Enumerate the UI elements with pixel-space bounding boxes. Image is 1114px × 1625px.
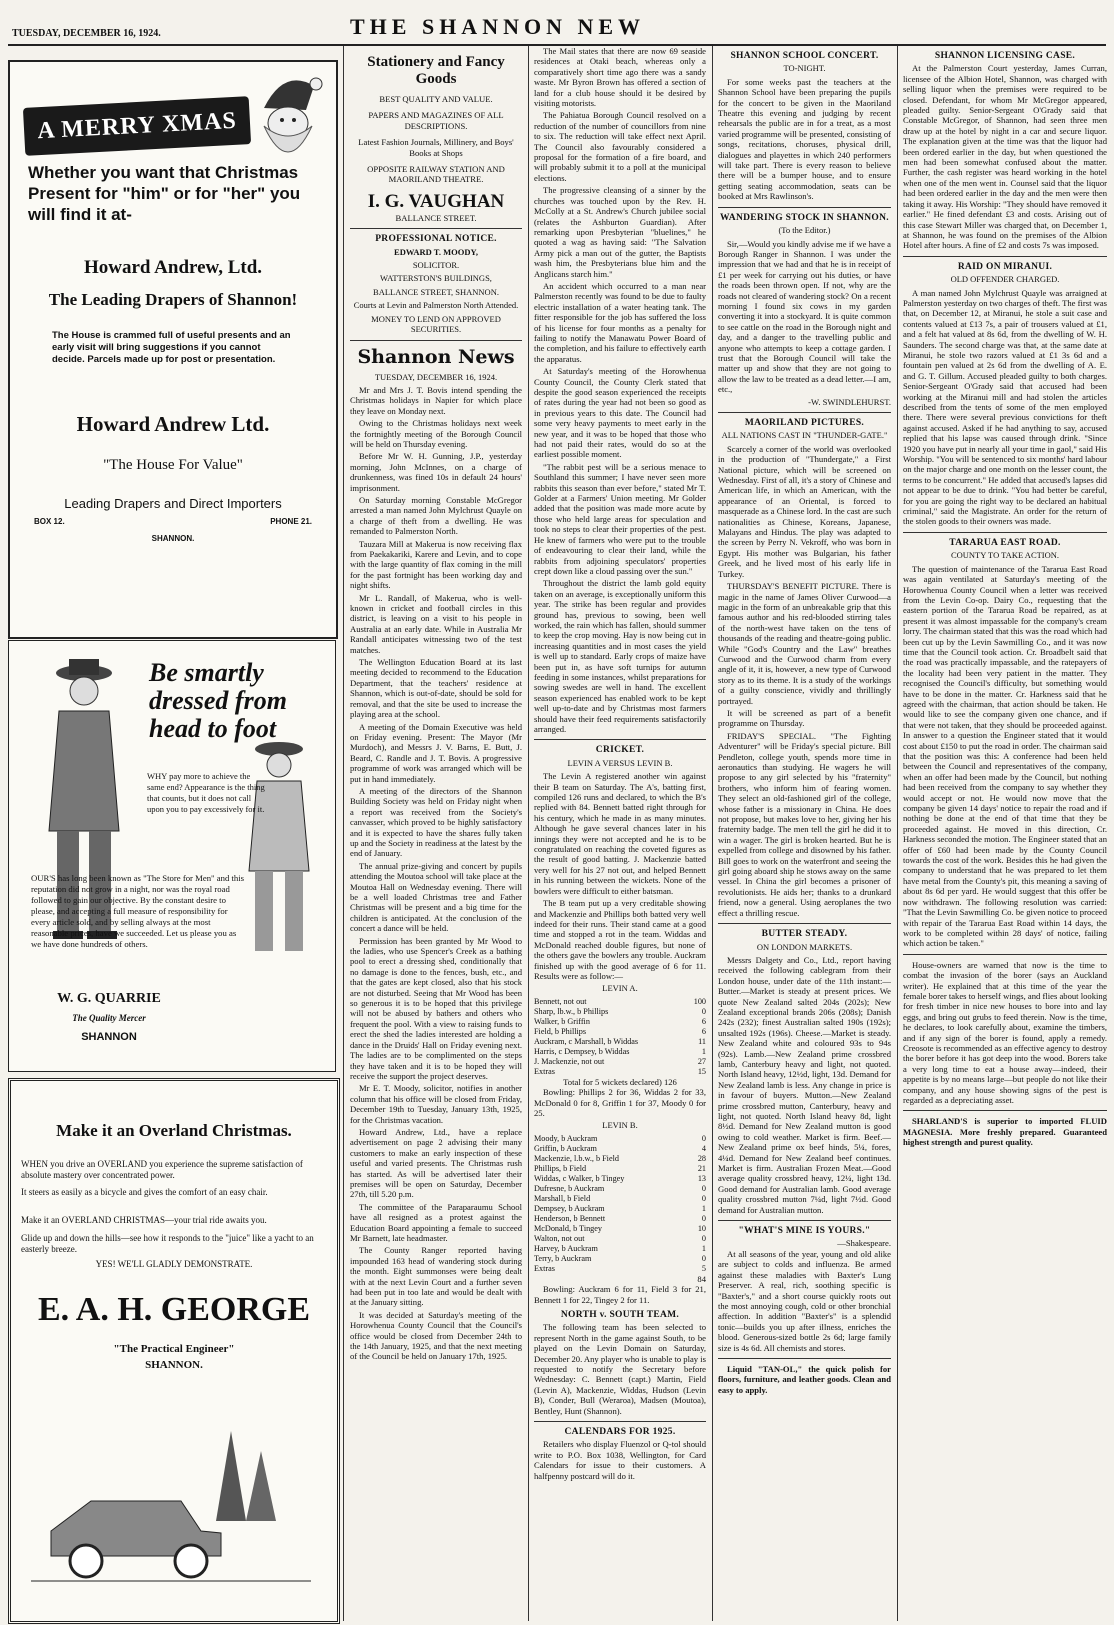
news-paragraph: Permission has been granted by Mr Wood to the ladies, who use Spencer's Creek as a bathing pool to erect a dressing shed, conditionally that no damage is done to the fences, bush, etc., and that the gates are kept closed, also that his stock are not disturbed. Seeing that Mr Wood has been so generous it is to be hoped that this privilege will not be abused by bathers and others who frequent the pool. With a view to raising funds to erect the shed the ladies interested are holding a dance in the Druids' Hall on Friday evening next. The ladies are to be complimented on the steps they have taken and it is to be hoped they will receive the support the project deserves.: [350, 935, 522, 1081]
raid-heading: RAID ON MIRANUI.: [957, 261, 1053, 272]
column-4: [718, 46, 891, 1623]
george-tag: "The Practical Engineer": [113, 1343, 235, 1355]
stationery-line: OPPOSITE RAILWAY STATION AND MAORILAND THEATRE.: [367, 164, 505, 185]
professional-notice: PROFESSIONAL NOTICE.: [375, 234, 497, 245]
news-paragraph: Mr E. T. Moody, solicitor, notifies in another column that his office will be closed from Friday, December 19th to Tuesday, January 13th, 1925, for the Christmas vacation.: [350, 1083, 522, 1125]
calendars-paragraph: Retailers who display Fluenzol or Q-tol should write to P.O. Box 1038, Wellington, for Card Calendars for issue to their customers. A halfpenny postcard will do it.: [534, 1439, 706, 1481]
score-row: Walker, b Griffin 6: [534, 1016, 706, 1026]
george-name: E. A. H. GEORGE: [37, 1291, 311, 1328]
quarrie-town: SHANNON: [81, 1031, 137, 1043]
smartly-headline: Be smartly dressed from head to foot: [149, 658, 287, 743]
news-paragraph: Mr L. Randall, of Makerua, who is well-known in cricket and football circles in this district, is leaving on a visit to his people in Australia at an early date. While in Australia Mr Randall anticipates witnessing two of the test matches.: [350, 592, 522, 655]
column-3: [534, 46, 706, 1623]
tararua-paragraph: The question of maintenance of the Tararua East Road was again ventilated at Saturday's meeting of the Horowhenua County Council when a letter was received from the Levin Co-op. Dairy Co., requesting that the eastern portion of the Tararua Road be repaired, as at present it was almost impassable for the company's cream lorry. The chairman stated that this was the road which had been cut up by the Levin Sawmilling Co., and it was now time that the Council took action. Cr. Broadbelt said that the road was practically impassable, and the ratepayers of the locality had been very patient in the matter. They recognised the Council's difficulty, but something would have to be done in the matter. Cr. Harkness said that he agreed with the chairman, that action should be taken. He would like to see the company given one chance, and if that were not taken, that they should be proceeded against. In answer to a question the Engineer stated that it would cost about £150 to put the road in order. The chairman said that the position was this: A conference had been held between the Council and representatives of the company, when an offer had been made by the Council, but nothing had been received from the company to say whether they would accept or not. He would now move that the company be given 14 days' notice to repair the road and if nothing be done at the end of that time that they be proceeded against. He moved in this direction, Cr. Harkness seconded the motion. The Engineer stated that an offer of £60 had been made by the County Council towards the cost of the work. Besides this he had given the company to understand that he was prepared to let them have metal from the County's pit, this meaning a saving of about 8s 6d per yard. He would suggest that this offer be now withdrawn. The following resolution was carried: "That the Levin Sawmilling Co. be given notice to proceed with repair of the Tararua East Road within 14 days, the work to be completed within 28 days' of notice, failing which action be taken.": [903, 563, 1107, 949]
news-paragraph: The annual prize-giving and concert by pupils attending the Moutoa school will take place at the Moutoa Hall on Wednesday evening. There will be a well loaded Christmas tree and Father Christmas will be present and a big time for the children is anticipated. At the conclusion of the concert a dance will be held.: [350, 860, 522, 934]
column-2: [350, 46, 522, 1623]
money-to-lend: MONEY TO LEND ON APPROVED SECURITIES.: [371, 313, 501, 335]
town-name: SHANNON.: [151, 534, 195, 543]
score-row: Mackenzie, l.b.w., b Field 28: [534, 1153, 706, 1163]
maoriland-heading: MAORILAND PICTURES.: [744, 418, 865, 428]
north-south-heading: NORTH v. SOUTH TEAM.: [560, 1310, 680, 1320]
news-paragraph: A meeting of the directors of the Shannon Building Society was held on Friday night when a report was received from the Society's canvasser, which proved to be highly satisfactory and it is expected to have the shares fully taken up and the Society in readiness at the latest by the end of January.: [350, 785, 522, 859]
news-paragraph: The County Ranger reported having impounded 163 head of wandering stock during the month. Eight summonses were being dealt with at the next Levin Court and a further seven had been put in too late and would be dealt with at the January sitting.: [350, 1245, 522, 1308]
quarrie-advert: [8, 640, 336, 1072]
xmas-lead: Whether you want that Christmas Present for "him" or for "her" you will find it at-: [28, 163, 301, 224]
firm-name-2: Howard Andrew Ltd.: [76, 412, 270, 436]
column-rule: [897, 46, 898, 1621]
news-paragraph: An accident which occurred to a man near Palmerston recently was found to be due to faulty electric installation of a water heating tank. The fitter responsible for the job has suffered the loss of his license for four months as a penalty for failing to notify the Manawatu Power Board of the completion, and his failure to effectively earth the apparatus.: [534, 280, 706, 364]
score-row: Widdas, c Walker, b Tingey 13: [534, 1173, 706, 1183]
mine-paragraph: At all seasons of the year, young and old alike are subject to colds and influenza. Be armed against these maladies with Baxter's Lung Preserver. A real, rich, soothing specific is "Baxter's," and a short course quickly roots out the most annoying cough, cold or other bronchial affection. In addition "Baxter's" is a splendid tonic—builds you up after illness, enriches the blood. Generous-sized bottle 2s 6d; large family size is 4s 6d. All chemists and stores.: [718, 1248, 891, 1353]
sharland-paragraph: SHARLAND'S is superior to imported FLUID MAGNESIA. More freshly prepared. Guaranteed highest strength and purest quality.: [903, 1116, 1107, 1148]
borer-paragraph: House-owners are warned that now is the time to combat the invasion of the borer (says an Auckland writer). He explained that at this time of the year the female borer takes to herself wings, and flies about looking for fresh timber in nice new houses to bore into and lay eggs, and bring out grubs to feed therein. Now is the time, he declares, to look carefully about, examine the timbers, and if any sign of the borer is found, apply a remedy. Creosote is recommended as an effective agency to destroy the borer before it has got deep into the wood. Borers take a very long time to eat a house away—indeed, their appetite is by no means large—but people do not like their company, and any house showing signs of the pest is regarded as a depreciating asset.: [903, 959, 1107, 1105]
butter-paragraph: Messrs Dalgety and Co., Ltd., report having received the following cablegram from their London house, under date of the 11th instant:— Butter.—Market is steady at present prices. We quote New Zealand salted 204s (202s); New Zealand exceptional brands 206s (208s); Danish 242s (232); finest Australian salted 190s (192s); unsalted 192s (196s). Cheese.—Market is steady. New Zealand white and coloured 93s to 94s (92s). Lamb.—New Zealand prime crossbred lamb, Canterbury heavy and light, not quoted. North Island heavy, 12½d, light, 13d. Demand for New Zealand lamb is less. Any change in price is in favour of buyers. Mutton.—New Zealand prime crossbred mutton, Canterbury, heavy and light, not quoted. North Island heavy 8d, light 8½d. Demand for New Zealand mutton is good owing to cold weather. Market is firm. Beef.—New Zealand prime ox beef hinds, 5¼, fores, 4¼d. Demand for New Zealand beef continues. Market is firm. Australian Frozen Meat.—Good average quality crossbred heavy, 12¼, light 13d. Good demand for Australian lamb. Good average quality crossbred mutton 7¼d, light 7½d. Good demand for Australian mutton.: [718, 954, 891, 1215]
score-row: Phillips, b Field 21: [534, 1163, 706, 1173]
score-row: Moody, b Auckram 0: [534, 1133, 706, 1143]
score-row: J. Mackenzie, not out 27: [534, 1056, 706, 1066]
firm-slogan: The Leading Drapers of Shannon!: [48, 290, 298, 309]
quarrie-name: W. G. QUARRIE: [57, 991, 161, 1006]
news-paragraph: Owing to the Christmas holidays next week the fortnightly meeting of the Borough Council will be held on Thursday evening.: [350, 418, 522, 449]
shannon-news-title: Shannon News: [357, 345, 515, 368]
vaughan-name: I. G. VAUGHAN: [367, 190, 505, 212]
overland-p5: YES! WE'LL GLADLY DEMONSTRATE.: [95, 1259, 253, 1269]
car-illustration: [31, 1411, 311, 1591]
howard-andrew-advert: [8, 60, 338, 639]
column-rule: [528, 46, 529, 1621]
page-header: [0, 0, 1114, 46]
concert-subheading: TO-NIGHT.: [783, 63, 826, 74]
score-row: Extras 5: [534, 1263, 706, 1273]
tanol-paragraph: Liquid "TAN-OL," the quick polish for floors, furniture, and leather goods. Clean and easy to apply.: [718, 1363, 891, 1395]
raid-paragraph: A man named John Mylchrust Quayle was arraigned at Palmerston yesterday on two charges of theft. The first was that, on December 12, at Miranui, he stole a suit case and contents valued at £13 7s, a pair of trousers valued at £1, and a felt hat valued at 8s 6d, from the dwelling of W. H. Saunders. The second charge was that, at the same date at Miranui, he stole two razors valued at £1 3s 6d and a fountain pen valued at 2s 6d from the dwelling of A. E. and G. T. Gillum. Accused pleaded guilty to both charges. Senior-Sergeant O'Grady said that accused had been working at the Miranui mill and had stolen the articles described from the tents of some of the men employed there. There were several previous convictions for theft against accused. Asked if he had anything to say, accused replied that his lapse was caused through drink. "Since 1920 you have put in nearly all your time in gaol," said His Worship. "You will be sentenced to six months' hard labour on the major charge and one month on the lesser count, the terms to be concurrent." He added that accused's lapses did not appear to be due to drink. "You had better be careful, for you are going the right way to be declared an habitual criminal," said the Magistrate. An order for the return of the stolen goods to their owners was made.: [903, 287, 1107, 527]
score-row: Field, b Phillips 6: [534, 1026, 706, 1036]
wandering-signature: -W. SWINDLEHURST.: [808, 396, 891, 407]
levin-b-scorecard: [534, 1134, 706, 1274]
vaughan-address: BALLANCE STREET.: [395, 212, 477, 223]
cricket-heading: CRICKET.: [595, 745, 645, 756]
news-paragraph: At Saturday's meeting of the Horowhenua County Council, the County Clerk stated that despite the good season experienced the receipts of rates during the year had not been so good as in previous years to this date. The Council had some very heavy payments to meet early in the new year, and it was to be hoped that those who had not paid their rates, would do so at the earliest possible moment.: [534, 366, 706, 460]
column-rule: [343, 46, 344, 1621]
maoriland-subheading: ALL NATIONS CAST IN "THUNDER-GATE.": [721, 430, 888, 441]
shannon-news-date: TUESDAY, DECEMBER 16, 1924.: [374, 371, 498, 382]
importers-line: Leading Drapers and Direct Importers: [64, 496, 282, 511]
wandering-subheading: (To the Editor.): [778, 225, 831, 236]
news-paragraph: The committee of the Paraparaumu School have all resigned as a protest against the Education Board appointing a female to succeed Mr Barnett, late headmaster.: [350, 1201, 522, 1243]
phone-number: PHONE 21.: [270, 517, 312, 526]
moody-buildings: WATTERSTON'S BUILDINGS,: [380, 273, 492, 284]
tararua-heading: TARARUA EAST ROAD.: [949, 537, 1061, 548]
stationery-line: Latest Fashion Journals, Millinery, and Boys' Books at Shops: [358, 137, 514, 158]
tararua-subheading: COUNTY TO TAKE ACTION.: [950, 550, 1060, 561]
levin-a-scorecard: [534, 997, 706, 1077]
score-row: Harvey, b Auckram 1: [534, 1243, 706, 1253]
moody-name: EDWARD T. MOODY,: [394, 246, 478, 257]
score-row: Extras 15: [534, 1066, 706, 1076]
cricket-subheading: LEVIN A VERSUS LEVIN B.: [567, 757, 673, 768]
score-row: Harris, c Dempsey, b Widdas 1: [534, 1046, 706, 1056]
news-paragraph: The progressive cleansing of a sinner by the churches was touched upon by the Rev. H. McColly at a St. Andrew's Church jubilee social (relates the Ashburton Guardian). After remarking upon Presbyterian "bluelines," he quoted a wag as having said: "The Salvation Army pick a man out of the gutter, the Baptists wash him, the Presbyterians blue him and the Anglicans starch him.": [534, 185, 706, 279]
score-row: Dufresne, b Auckram 0: [534, 1183, 706, 1193]
wandering-heading: WANDERING STOCK IN SHANNON.: [720, 212, 889, 223]
box-number: BOX 12.: [34, 517, 65, 526]
news-paragraph: On Saturday morning Constable McGregor arrested a man named John Mylchrust Quayle on a charge of theft from a dwelling. He was remanded to Palmerston North.: [350, 494, 522, 537]
moody-title: SOLICITOR.: [412, 260, 460, 271]
overland-p3: Make it an OVERLAND CHRISTMAS—your trial ride awaits you.: [21, 1215, 267, 1225]
news-paragraph: The Wellington Education Board at its last meeting decided to recommend to the Education Department, that the teachers' residence at Shannon, which is out-of-date, should be sold for removal, and that the site be used to increase the playing area at the school.: [350, 657, 522, 720]
levin-b-bowling: Bowling: Auckram 6 for 11, Field 3 for 21, Bennett 1 for 22, Tingey 2 for 11.: [534, 1284, 706, 1305]
wandering-paragraph: Sir,—Would you kindly advise me if we have a Borough Ranger in Shannon. I was under the impression that we had and that he is in receipt of £1 per week for carrying out his duties, or have the roads been thrown open. If not, why are the roads not cleared of wandering stock? On a recent morning I found six cows in my garden converting it into a stockyard. It is quite common to see cattle on the road in the Borough night and day, and a danger to the travelling public and anyone who attempts to keep a cottage garden. I trust that the Borough Council will take the matter up and show that they are not going to allow the law to be treated as a dead letter.—I am, etc.,: [718, 238, 891, 395]
stationery-line: PAPERS AND MAGAZINES OF ALL DESCRIPTIONS.: [368, 110, 504, 131]
news-paragraph: "The rabbit pest will be a serious menace to Southland this summer; I have never seen more rabbits this season than ever before," stated Mr T. Golder at a Farmers' Union meeting. Mr Golder added that the position was made more acute by those who held large areas for speculation and took no steps to clear their properties of the pest. He knew of farmers who were put to the trouble of endeavouring to clear their land, while the rabbits from adjoining speculators' properties crept down like a cloud passing over the sun.": [534, 461, 706, 576]
firm-name: Howard Andrew, Ltd.: [83, 257, 263, 278]
news-paragraph: Throughout the district the lamb gold equity taken on an average, is exceptionally uniform this year. The strike has been regular and provides ground has, previous to sowing, been well worked, the rain which has fallen, should summer to keep the crop moving. Hay is now being cut in increasing quantities and in most cases the yield is well up to standard. Early crops of maize have been put in, as have soft turnips for autumn feeding in some instances, whilst preparations for sowing swedes are well in hand. The excellent season experienced has enabled work to be kept well up-to-date and by Christmas most farmers should have their feed requirements satisfactorily arranged.: [534, 578, 706, 734]
ours-paragraph: OUR'S has long been known as "The Store for Men" and this reputation did not grow in a night, nor was the royal road followed to gain our objective. By the constant desire to please, and accepting a full measure of responsibility for every article sold, and by selling always at the most reasonable prices, have we succeeded. Let us please you as we have done hundreds of others.: [31, 873, 245, 949]
licensing-paragraph: At the Palmerston Court yesterday, James Curran, licensee of the Albion Hotel, Shannon, was charged with selling liquor when the premises were required to be closed. Defendant, for whom Mr McGregor appeared, pleaded guilty. Senior-Sergeant O'Grady said that Constable McGregor, of Shannon, had seen three men draw up at the hotel by night in a car and secure liquor. The explanation given at the time was that the liquor had been ordered earlier in the day, but when questioned the men had been somewhat confused about the matter. Further, the cash register was heard working in the hotel when one of the men went in. Counsel said that the liquor had been ordered earlier in the day and the men were then taking it away. His Worship: "They should have removed it earlier." He fined defendant £3 and costs. Arising out of this case Stewart Miller was charged that, on December 1, at Shannon, he was found on the premises of the Albion Hotel after hours. A fine of £2 and costs 7s was imposed.: [903, 63, 1107, 251]
score-row: Sharp, lb.w., b Phillips 0: [534, 1006, 706, 1016]
thursday-paragraph: THURSDAY'S BENEFIT PICTURE. There is magic in the name of James Oliver Curwood—a magic in the form of an unbreakable grip that this famous author and his red-blooded stirring tales of the north-west have taken on the tens of thousands of the reading and theatre-going public. While "God's Country and the Law" breathes Curwood and the Curwood charm from every angle of it, it is, however, a new type of Curwood story as to its theme. It is a study of the workings of a guilty conscience, vividly and thrillingly portrayed.: [718, 581, 891, 706]
cricket-paragraph: The Levin A registered another win against their B team on Saturday. The A's, batting first, compiled 126 runs and declared, to which the B's replied with 84. Bennett batted right through for his century, which he made in as many minutes. Although he gave several chances later in his innings they were not accepted and he is to be congratulated on reaching the coveted figures as the result of good batting. J. Mackenzie batted very well for his 27 not out, and helped Bennett in his running between the wickets. None of the bowlers were difficult to either batsman.: [534, 771, 706, 896]
issue-date: TUESDAY, DECEMBER 16, 1924.: [12, 28, 161, 39]
column-rule: [712, 46, 713, 1621]
licensing-heading: SHANNON LICENSING CASE.: [934, 51, 1076, 61]
maoriland-paragraph: Scarcely a corner of the world was overlooked in the production of "Thundergate," a First National picture, which will be screened on Wednesday. First of all, it's a story of Chinese and American life, in which an American, with the appearance of an Oriental, is forced to masquerade as a Chinese lord. In the cast are such nationalities as Chinese, Koreans, Japanese, Malayans and Hindus. The play was adapted to the screen by Perry N. Vekroff, who was born in Egypt. His mother was Bulgarian, his father Greek, and he lived most of his early life in Turkey.: [718, 443, 891, 579]
cricket-paragraph: The B team put up a very creditable showing and Mackenzie and Phillips both batted very well indeed for their runs. Their stand came at a good time and stopped a rot in the team. Widdas and McDonald reached double figures, but none of the others gave the bowlers any trouble. Auckram finished up with the good average of 6 for 11. Results were as follow:—: [534, 898, 706, 981]
screened-paragraph: It will be screened as part of a benefit programme on Thursday.: [718, 707, 891, 729]
why-paragraph: WHY pay more to achieve the same end? Appearance is the thing that counts, but it does not call upon you to pay excessively for it.: [147, 771, 265, 814]
friday-paragraph: FRIDAY'S SPECIAL. "The Fighting Adventurer" will be Friday's special picture. Bill Pendleton, college youth, spends more time in aeronautics than studying. He wagers he will propose to any girl selected by his "fraternity" brothers, who inform him of fearing women. They select an old-fashioned girl of the college, whose father is a missionary in China. He does not propose, but makes love to her, giving her his fraternity badge. The men tell the girl he did it to win a wager. The girl is broken hearted. But he is expelled from college and disowned by his father. Bill goes to work on the waterfront and seeing the girl going aboard ship he stows away on the same vessel. In China the girl becomes a prisoner of revolutionists. He aids her; thanks to a drunkard friend, now a general. Using aeroplanes the two effect a thrilling rescue.: [718, 730, 891, 918]
xmas-body: The House is crammed full of useful presents and an early visit will bring suggestions if you cannot decide. Parcels made up for post or presentation.: [52, 330, 291, 365]
levin-b-heading: LEVIN B.: [602, 1120, 638, 1131]
score-row: Walton, not out 0: [534, 1233, 706, 1243]
column-5: [903, 46, 1107, 1623]
george-town: SHANNON.: [145, 1359, 203, 1371]
overland-p2: It steers as easily as a bicycle and gives the comfort of an easy chair.: [21, 1187, 268, 1197]
score-row: Henderson, b Bennett 0: [534, 1213, 706, 1223]
concert-heading: SHANNON SCHOOL CONCERT.: [730, 51, 879, 61]
levin-a-heading: LEVIN A.: [602, 983, 638, 994]
masthead: THE SHANNON NEW: [350, 14, 646, 39]
raid-subheading: OLD OFFENDER CHARGED.: [950, 274, 1060, 285]
north-south-paragraph: The following team has been selected to represent North in the game against South, to be played on the Levin Domain on Saturday, December 20. Any player who is unable to play is requested to notify the Secretary before Wednesday: C. Bennett (capt.) Martin, Field (Levin A), Mackenzie, Widdas, Hudson (Levin B), Conder, Bull (Weraroa), Madsen (Moutoa), Bentley, Hunt (Shannon).: [534, 1322, 706, 1416]
overland-headline: Make it an Overland Christmas.: [56, 1121, 292, 1140]
levin-b-total: 84: [697, 1273, 706, 1284]
score-row: Marshall, b Field 0: [534, 1193, 706, 1203]
news-paragraph: The Mail states that there are now 69 seaside residences at Otaki beach, whereas only a comparatively short time ago there was a sandy waste. Mr Byron Brown has offered a section of land for a club house should it be desired by visiting motorists.: [534, 46, 706, 109]
news-paragraph: Tauzara Mill at Makerua is now receiving flax from Paekakariki, Karere and Levin, and to cope with the large quantity of flax coming in the mill for the past fortnight has been working day and night shifts.: [350, 538, 522, 591]
news-paragraph: Howard Andrew, Ltd., have a replace advertisement on page 2 advising their many customers to make an early inspection of these useful and varied presents. The Christmas rush has started. As will be advertised later their premises will be open on Saturday, December 27th, till 5.20 p.m.: [350, 1126, 522, 1200]
score-row: McDonald, b Tingey 10: [534, 1223, 706, 1233]
quarrie-tag: The Quality Mercer: [72, 1013, 146, 1023]
moody-street: BALLANCE STREET, SHANNON.: [373, 286, 499, 297]
stationery-title: Stationery and Fancy Goods: [367, 54, 505, 87]
score-row: Griffin, b Auckram 4: [534, 1143, 706, 1153]
mine-heading: "WHAT'S MINE IS YOURS.": [738, 1226, 871, 1237]
overland-p1: WHEN you drive an OVERLAND you experience the supreme satisfaction of absolute mastery over concentrated power.: [21, 1159, 303, 1180]
score-row: Terry, b Auckram 0: [534, 1253, 706, 1263]
news-paragraph: The Pahiatua Borough Council resolved on a reduction of the number of councillors from nine to six. The reduction will take effect next April. The Council also favourably considered a proposal for the formation of a fire board, and will probably submit it to a poll at the municipal elections.: [534, 110, 706, 183]
news-paragraph: Before Mr W. H. Gunning, J.P., yesterday morning, John McInnes, on a charge of drunkenness, was fined 10s in default 24 hours' imprisonment.: [350, 451, 522, 493]
xmas-banner-text: A MERRY XMAS: [36, 107, 238, 145]
calendars-heading: CALENDARS FOR 1925.: [564, 1427, 676, 1438]
news-paragraph: Mr and Mrs J. T. Bovis intend spending the Christmas holidays in Napier for which place they leave on Monday next.: [350, 384, 522, 416]
score-row: Auckram, c Marshall, b Widdas 11: [534, 1036, 706, 1046]
news-paragraph: It was decided at Saturday's meeting of the Horowhenua County Council that the Council's office would be closed from December 24th to the 14th January, 1925, and that the next meeting of the Council be held on January 17th, 1925.: [350, 1309, 522, 1362]
concert-paragraph: For some weeks past the teachers at the Shannon School have been preparing the pupils for the concert to be given in the Maoriland Theatre this evening and judging by recent rehearsals the public are in for a treat, as a most varied programme will be presented, consisting of songs, recitations, choruses, physical drill, dialogues and playettes in which 240 performers will take part. There is every reason to believe there will be a bumper house, and to ensure getting seating accommodation, seats can be booked at Mrs Rawlinson's.: [718, 76, 891, 202]
levin-a-bowling: Bowling: Phillips 2 for 36, Widdas 2 for 33, McDonald 0 for 8, Griffin 1 for 37, Moody 0 for 25.: [534, 1087, 706, 1118]
house-for-value: "The House For Value": [103, 457, 243, 473]
score-row: Dempsey, b Auckram 1: [534, 1203, 706, 1213]
butter-heading: BUTTER STEADY.: [761, 929, 848, 940]
levin-a-total: Total for 5 wickets declared) 126: [563, 1076, 677, 1087]
stationery-line: BEST QUALITY AND VALUE.: [379, 94, 493, 104]
news-paragraph: A meeting of the Domain Executive was held on Friday evening. Present: The Mayor (Mr Murdoch), and Messrs J. V. Barns, E. Butt, J. Beard, C. Randle and J. T. Bovis. A progressive programme of work was arranged which will be put in hand immediately.: [350, 721, 522, 784]
moody-courts: Courts at Levin and Palmerston North Attended.: [353, 300, 519, 311]
mine-attribution: —Shakespeare.: [837, 1238, 891, 1249]
overland-p4: Glide up and down the hills—see how it responds to the "juice" like a yacht to an easterly breeze.: [21, 1233, 314, 1254]
overland-advert: [8, 1078, 340, 1624]
butter-subheading: ON LONDON MARKETS.: [756, 941, 853, 952]
xmas-banner: [23, 96, 251, 156]
score-row: Bennett, not out 100: [534, 996, 706, 1006]
